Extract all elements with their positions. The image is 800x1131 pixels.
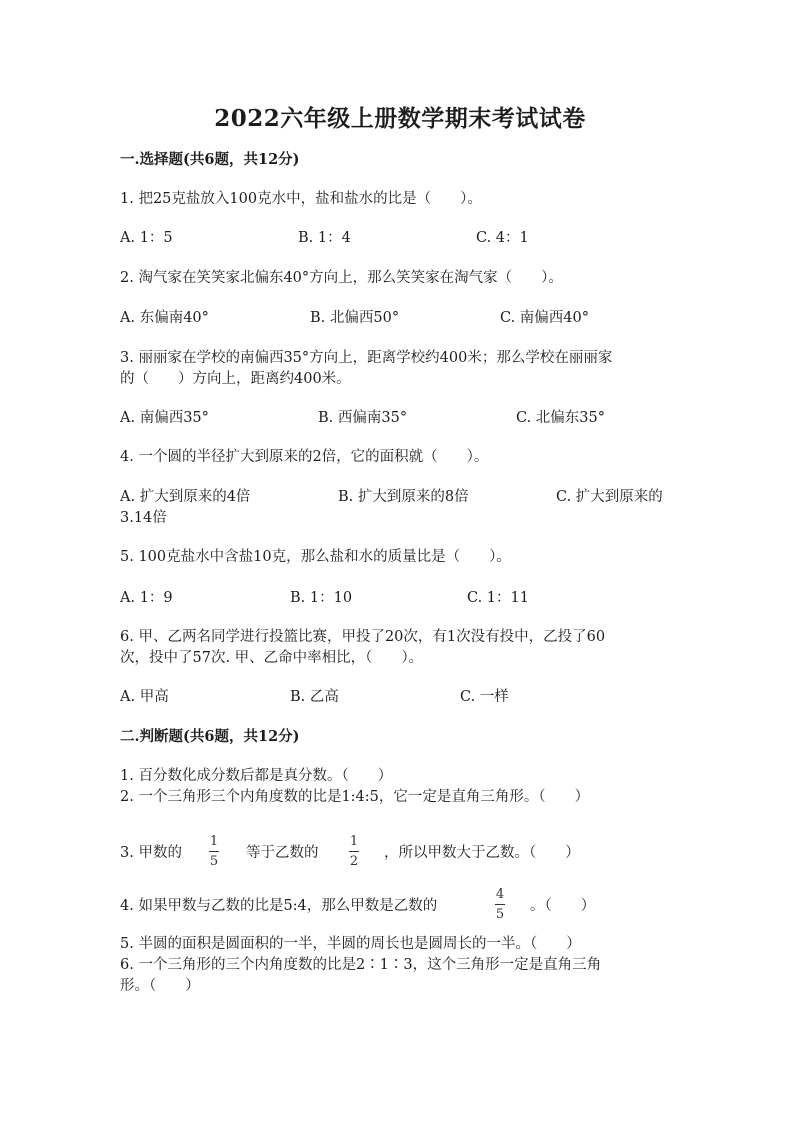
section-heading-judge: 二.判断题(共6题，共12分) — [120, 728, 300, 745]
fraction-bar — [209, 851, 219, 852]
fraction-bar — [495, 904, 505, 905]
judge-question-4-part1: 4. 如果甲数与乙数的比是5:4，那么甲数是乙数的 — [120, 898, 438, 914]
option-b: B. 北偏西50° — [310, 310, 400, 326]
fraction-four-fifths — [495, 888, 505, 922]
option-b: B. 扩大到原来的8倍 — [338, 489, 469, 505]
fraction-numerator: 1 — [349, 834, 359, 849]
option-c: C. 一样 — [460, 689, 509, 705]
option-b: B. 西偏南35° — [318, 410, 408, 426]
option-b: B. 乙高 — [290, 689, 339, 705]
option-a: A. 1：5 — [120, 230, 173, 246]
fraction-numerator: 1 — [209, 834, 219, 849]
question-stem: 5. 100克盐水中含盐10克，那么盐和水的质量比是（ ）。 — [120, 549, 511, 565]
fraction-denominator: 5 — [209, 854, 219, 869]
option-a: A. 东偏南40° — [120, 310, 209, 326]
question-stem: 1. 把25克盐放入100克水中，盐和盐水的比是（ ）。 — [120, 191, 482, 207]
option-a: A. 南偏西35° — [120, 410, 209, 426]
question-stem-line2: 次，投中了57次. 甲、乙命中率相比，（ ）。 — [120, 650, 424, 666]
option-b: B. 1：4 — [298, 230, 351, 246]
judge-question-2: 2. 一个三角形三个内角度数的比是1:4:5，它一定是直角三角形。（ ） — [120, 789, 590, 805]
fraction-denominator: 5 — [495, 907, 505, 922]
judge-question-3-part1: 3. 甲数的 — [120, 845, 182, 861]
option-a: A. 1：9 — [120, 590, 173, 606]
section-heading-choice: 一.选择题(共6题，共12分) — [120, 151, 300, 168]
option-a: A. 甲高 — [120, 689, 169, 705]
fraction-one-half — [349, 835, 359, 869]
judge-question-3-part3: ，所以甲数大于乙数。（ ） — [384, 845, 580, 861]
judge-question-1: 1. 百分数化成分数后都是真分数。（ ） — [120, 768, 393, 784]
question-stem: 2. 淘气家在笑笑家北偏东40°方向上，那么笑笑家在淘气家（ ）。 — [120, 270, 563, 286]
judge-question-6-line2: 形。（ ） — [120, 978, 200, 994]
judge-question-3-part2: 等于乙数的 — [246, 845, 319, 861]
judge-question-5: 5. 半圆的面积是圆面积的一半，半圆的周长也是圆周长的一半。（ ） — [120, 936, 581, 952]
question-stem: 4. 一个圆的半径扩大到原来的2倍，它的面积就（ ）。 — [120, 449, 489, 465]
option-c: C. 4：1 — [476, 230, 529, 246]
option-c: C. 1：11 — [467, 590, 529, 606]
option-c-continued: 3.14倍 — [120, 510, 167, 526]
option-c: C. 北偏东35° — [516, 410, 605, 426]
option-c: C. 扩大到原来的 — [556, 489, 663, 505]
option-a: A. 扩大到原来的4倍 — [120, 489, 251, 505]
judge-question-4-part2: 。（ ） — [530, 898, 596, 914]
question-stem-line1: 6. 甲、乙两名同学进行投篮比赛，甲投了20次，有1次没有投中，乙投了60 — [120, 629, 606, 645]
fraction-denominator: 2 — [349, 854, 359, 869]
fraction-one-fifth — [209, 835, 219, 869]
question-stem-line1: 3. 丽丽家在学校的南偏西35°方向上，距离学校约400米；那么学校在丽丽家 — [120, 350, 613, 366]
option-c: C. 南偏西40° — [500, 310, 589, 326]
option-b: B. 1：10 — [290, 590, 353, 606]
fraction-bar — [349, 851, 359, 852]
fraction-numerator: 4 — [495, 887, 505, 902]
page-title: 2022六年级上册数学期末考试试卷 — [214, 105, 586, 132]
question-stem-line2: 的（ ）方向上，距离约400米。 — [120, 371, 351, 387]
judge-question-6-line1: 6. 一个三角形的三个内角度数的比是2∶1∶3，这个三角形一定是直角三角 — [120, 957, 602, 973]
